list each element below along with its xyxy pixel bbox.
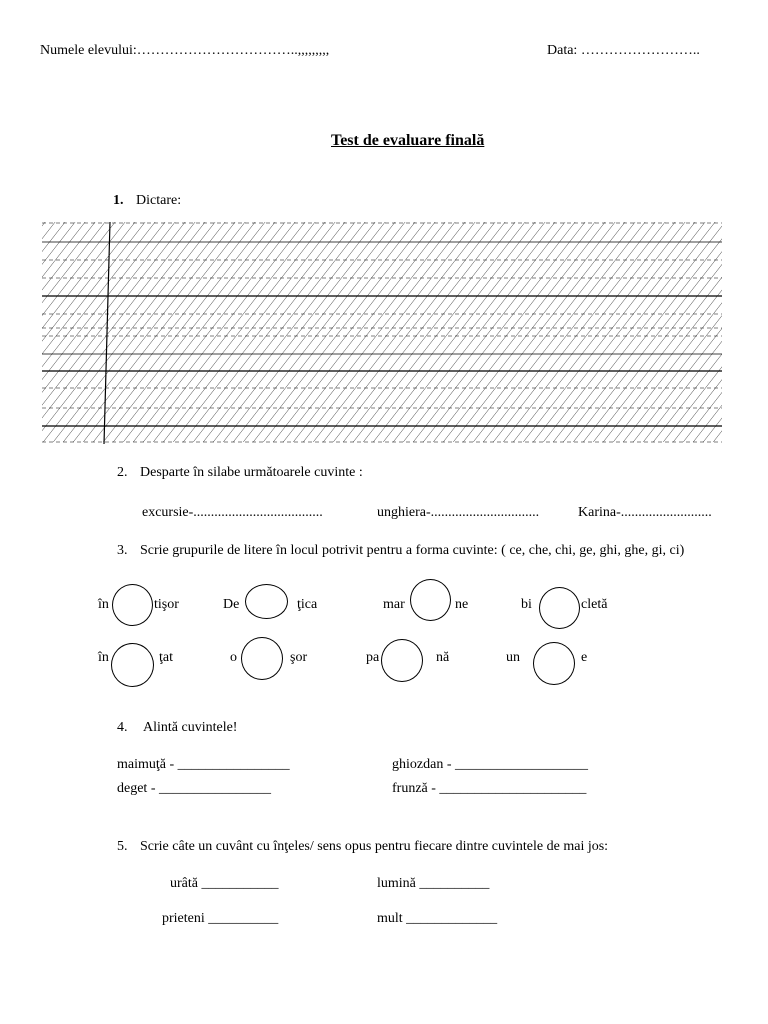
task2-instruction: Desparte în silabe următoarele cuvinte :	[140, 465, 363, 480]
word-fragment: pa	[366, 650, 380, 665]
diminutive-item: deget - ________________	[117, 781, 271, 796]
answer-circle[interactable]	[245, 584, 288, 619]
word-fragment: o	[230, 650, 237, 665]
word-fragment: ţat	[159, 650, 173, 665]
task3-number: 3.	[117, 543, 128, 558]
antonym-item: lumină __________	[377, 876, 490, 891]
word-fragment: un	[506, 650, 520, 665]
task5-instruction: Scrie câte un cuvânt cu înţeles/ sens opus pentru fiecare dintre cuvintele de mai jos:	[140, 839, 609, 854]
syllable-item: Karina-..........................	[578, 505, 712, 520]
handwriting-lines	[38, 218, 728, 448]
task4-number: 4.	[117, 720, 128, 735]
answer-circle[interactable]	[241, 637, 283, 680]
word-fragment: De	[223, 597, 240, 612]
answer-circle[interactable]	[410, 579, 451, 621]
antonym-item: urâtă ___________	[170, 876, 279, 891]
word-fragment: şor	[290, 650, 308, 665]
task4-instruction: Alintă cuvintele!	[143, 720, 238, 735]
word-fragment: în	[98, 650, 109, 665]
word-fragment: nă	[436, 650, 450, 665]
answer-circle[interactable]	[112, 584, 153, 626]
task1-number: 1.	[113, 193, 124, 208]
word-fragment: ţica	[297, 597, 318, 612]
word-fragment: mar	[383, 597, 405, 612]
word-fragment: bi	[521, 597, 532, 612]
antonym-item: mult _____________	[377, 911, 498, 926]
word-fragment: ne	[455, 597, 469, 612]
diminutive-item: maimuţă - ________________	[117, 757, 290, 772]
word-fragment: e	[581, 650, 588, 665]
answer-circle[interactable]	[533, 642, 575, 685]
answer-circle[interactable]	[111, 643, 154, 687]
task3-instruction: Scrie grupurile de litere în locul potrivit pentru a forma cuvinte: ( ce, che, chi, ge, ghi, ghe, gi, ci)	[140, 543, 685, 558]
word-fragment: cletă	[581, 597, 608, 612]
answer-circle[interactable]	[381, 639, 423, 682]
answer-circle[interactable]	[539, 587, 580, 629]
syllable-item: unghiera-...............................	[377, 505, 540, 520]
antonym-item: prieteni __________	[162, 911, 279, 926]
task2-number: 2.	[117, 465, 128, 480]
diminutive-item: ghiozdan - ___________________	[392, 757, 588, 772]
task1-instruction: Dictare:	[136, 193, 182, 208]
word-fragment: tişor	[154, 597, 179, 612]
task5-number: 5.	[117, 839, 128, 854]
syllable-item: excursie-.....................................	[142, 505, 323, 520]
diminutive-item: frunză - _____________________	[392, 781, 587, 796]
student-name-field: Numele elevului:……………………………..,,,,,,,,,	[40, 43, 330, 58]
page-title: Test de evaluare finală	[331, 132, 485, 149]
date-field: Data: ……………………..	[547, 43, 700, 58]
word-fragment: în	[98, 597, 109, 612]
